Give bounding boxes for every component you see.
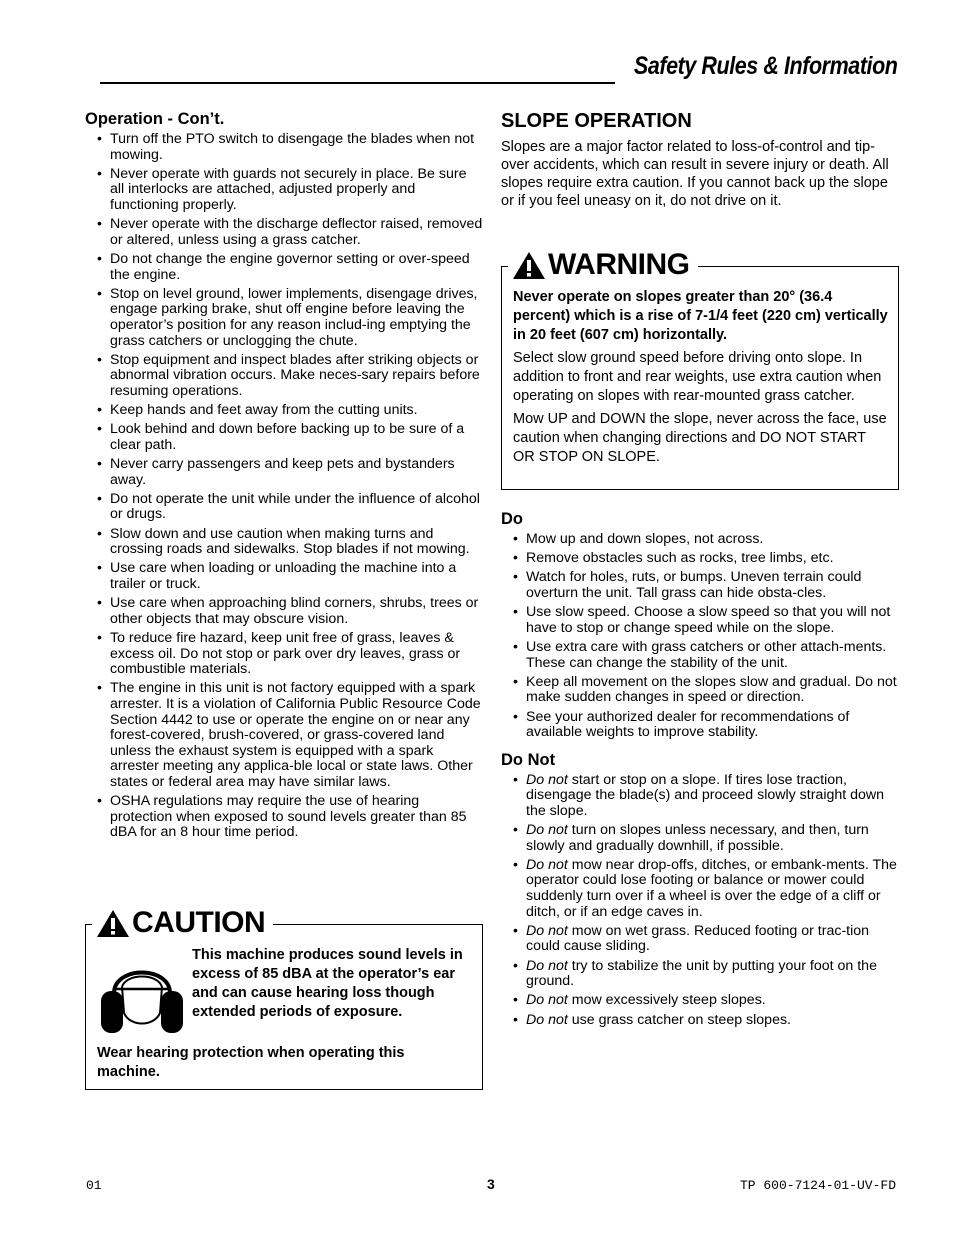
warning-triangle-icon — [512, 250, 546, 280]
left-column — [85, 110, 483, 844]
list-item: • Stop on level ground, lower implements, disengage drives, engage parking brake, shut off engine before leaving the operator’s position for any reason includ-ing emptying the grass catchers or unclogging the chute. — [85, 287, 483, 349]
list-item — [501, 993, 899, 1009]
list-item: • Use extra care with grass catchers or other attach-ments. These can change the stability of the unit. — [501, 640, 899, 671]
caution-text — [192, 946, 472, 1022]
document-number: TP 600-7124-01-UV-FD — [739, 1178, 896, 1193]
donot-text: start or stop on a slope. If tires lose traction, disengage the blade(s) and proceed slowly straight down the slope. — [526, 771, 885, 819]
donot-prefix: Do not — [526, 822, 568, 839]
donot-prefix: Do not — [526, 922, 568, 939]
operation-list — [85, 132, 483, 841]
list-item: • Use care when approaching blind corners, shrubs, trees or other objects that may obscure vision. — [85, 596, 483, 627]
list-item — [501, 773, 899, 820]
do-list — [501, 532, 899, 741]
donot-text: use grass catcher on steep slopes. — [567, 1011, 791, 1028]
warning-box — [501, 248, 899, 490]
do-heading: Do — [501, 510, 523, 528]
list-item: • Keep hands and feet away from the cutting units. — [85, 403, 483, 419]
donot-text: mow near drop-offs, ditches, or embank-ments. The operator could lose footing or balance or mower could suddenly turn over if a wheel is over the edge of a cliff or ditch, or if an edge caves in. — [526, 856, 897, 920]
warning-title — [508, 250, 698, 280]
donot-prefix: Do not — [526, 957, 568, 974]
list-item: • Use slow speed. Choose a slow speed so that you will not have to stop or change speed while on the slope. — [501, 605, 899, 636]
list-item: • Mow up and down slopes, not across. — [501, 532, 899, 548]
right-column — [501, 110, 899, 210]
list-item: • Never operate with guards not securely in place. Be sure all interlocks are attached, adjusted properly and functioning properly. — [85, 167, 483, 214]
warning-bold-text: Never operate on slopes greater than 20° (36.4 percent) which is a rise of 7-1/4 feet (220 cm) vertically in 20 feet (607 cm) horizontally. — [513, 289, 888, 343]
warning-triangle-icon — [96, 908, 130, 938]
list-item — [501, 858, 899, 920]
caution-text-lower — [97, 1044, 467, 1082]
list-item: • Never operate with the discharge deflector raised, removed or altered, unless using a grass catcher. — [85, 217, 483, 248]
slope-heading: SLOPE OPERATION — [501, 110, 692, 132]
list-item: • To reduce fire hazard, keep unit free of grass, leaves & excess oil. Do not stop or park over dry leaves, grass or combustible materials. — [85, 631, 483, 678]
list-item: • See your authorized dealer for recommendations of available weights to improve stability. — [501, 710, 899, 741]
list-item: • Remove obstacles such as rocks, tree limbs, etc. — [501, 551, 899, 567]
footer-revision: 01 — [86, 1178, 102, 1193]
list-item: • Never carry passengers and keep pets and bystanders away. — [85, 457, 483, 488]
list-item: • Watch for holes, ruts, or bumps. Uneven terrain could overturn the unit. Tall grass can hide obsta-cles. — [501, 570, 899, 601]
do-section — [501, 510, 899, 1032]
list-item: • Turn off the PTO switch to disengage the blades when not mowing. — [85, 132, 483, 163]
list-item: • Do not change the engine governor setting or over-speed the engine. — [85, 252, 483, 283]
warning-word: WARNING — [548, 248, 690, 281]
list-item — [501, 823, 899, 854]
donot-prefix: Do not — [526, 856, 568, 873]
donot-text: mow excessively steep slopes. — [567, 992, 766, 1009]
caution-text-2: Wear hearing protection when operating this machine. — [97, 1045, 405, 1080]
list-item: • Do not operate the unit while under the influence of alcohol or drugs. — [85, 492, 483, 523]
caution-title — [92, 908, 273, 938]
warning-text-2: Mow UP and DOWN the slope, never across the face, use caution when changing directions and DO NOT START OR STOP ON SLOPE. — [513, 411, 887, 465]
list-item: • OSHA regulations may require the use of hearing protection when exposed to sound levels greater than 85 dBA for an 8 hour time period. — [85, 794, 483, 841]
header-rule — [100, 82, 615, 84]
donot-heading: Do Not — [501, 750, 556, 769]
list-item — [501, 959, 899, 990]
caution-box — [85, 906, 483, 1090]
list-item — [501, 1013, 899, 1029]
warning-text — [513, 288, 889, 467]
operation-heading: Operation - Con’t. — [85, 110, 225, 128]
caution-text-1: This machine produces sound levels in excess of 85 dBA at the operator’s ear and can cause hearing loss though extended periods of exposure. — [192, 947, 463, 1020]
donot-prefix: Do not — [526, 771, 568, 788]
page-title: Safety Rules & Information — [633, 52, 897, 80]
list-item: • Keep all movement on the slopes slow and gradual. Do not make sudden changes in speed or direction. — [501, 675, 899, 706]
donot-text: try to stabilize the unit by putting your foot on the ground. — [526, 957, 877, 990]
list-item: • Stop equipment and inspect blades after striking objects or abnormal vibration occurs. Make neces-sary repairs before resuming operations. — [85, 353, 483, 400]
donot-prefix: Do not — [526, 992, 568, 1009]
list-item: • The engine in this unit is not factory equipped with a spark arrester. It is a violation of California Public Resource Code Section 4442 to use or operate the engine on or near any forest-covered, brush-covered, or grass-covered land unless the exhaust system is equipped with a spark arrester meeting any applica-ble local or state laws. Other states or federal area may have similar laws. — [85, 681, 483, 790]
slope-intro: Slopes are a major factor related to loss-of-control and tip-over accidents, which can result in severe injury or death. All slopes require extra caution. If you cannot back up the slope or if you feel uneasy on it, do not drive on it. — [501, 139, 889, 209]
list-item: • Use care when loading or unloading the machine into a trailer or truck. — [85, 561, 483, 592]
donot-list — [501, 773, 899, 1028]
warning-text-1: Select slow ground speed before driving onto slope. In addition to front and rear weights, use extra caution when operating on slopes with rear-mounted grass catcher. — [513, 350, 882, 404]
donot-text: mow on wet grass. Reduced footing or trac-tion could cause sliding. — [526, 922, 870, 955]
list-item: • Slow down and use caution when making turns and crossing roads and sidewalks. Stop blades if not mowing. — [85, 527, 483, 558]
page-number: 3 — [487, 1176, 495, 1192]
hearing-protection-icon — [96, 951, 188, 1041]
caution-word: CAUTION — [132, 906, 266, 939]
list-item: • Look behind and down before backing up to be sure of a clear path. — [85, 422, 483, 453]
donot-text: turn on slopes unless necessary, and then, turn slowly and gradually downhill, if possible. — [526, 822, 869, 854]
donot-prefix: Do not — [526, 1011, 568, 1028]
list-item — [501, 924, 899, 955]
